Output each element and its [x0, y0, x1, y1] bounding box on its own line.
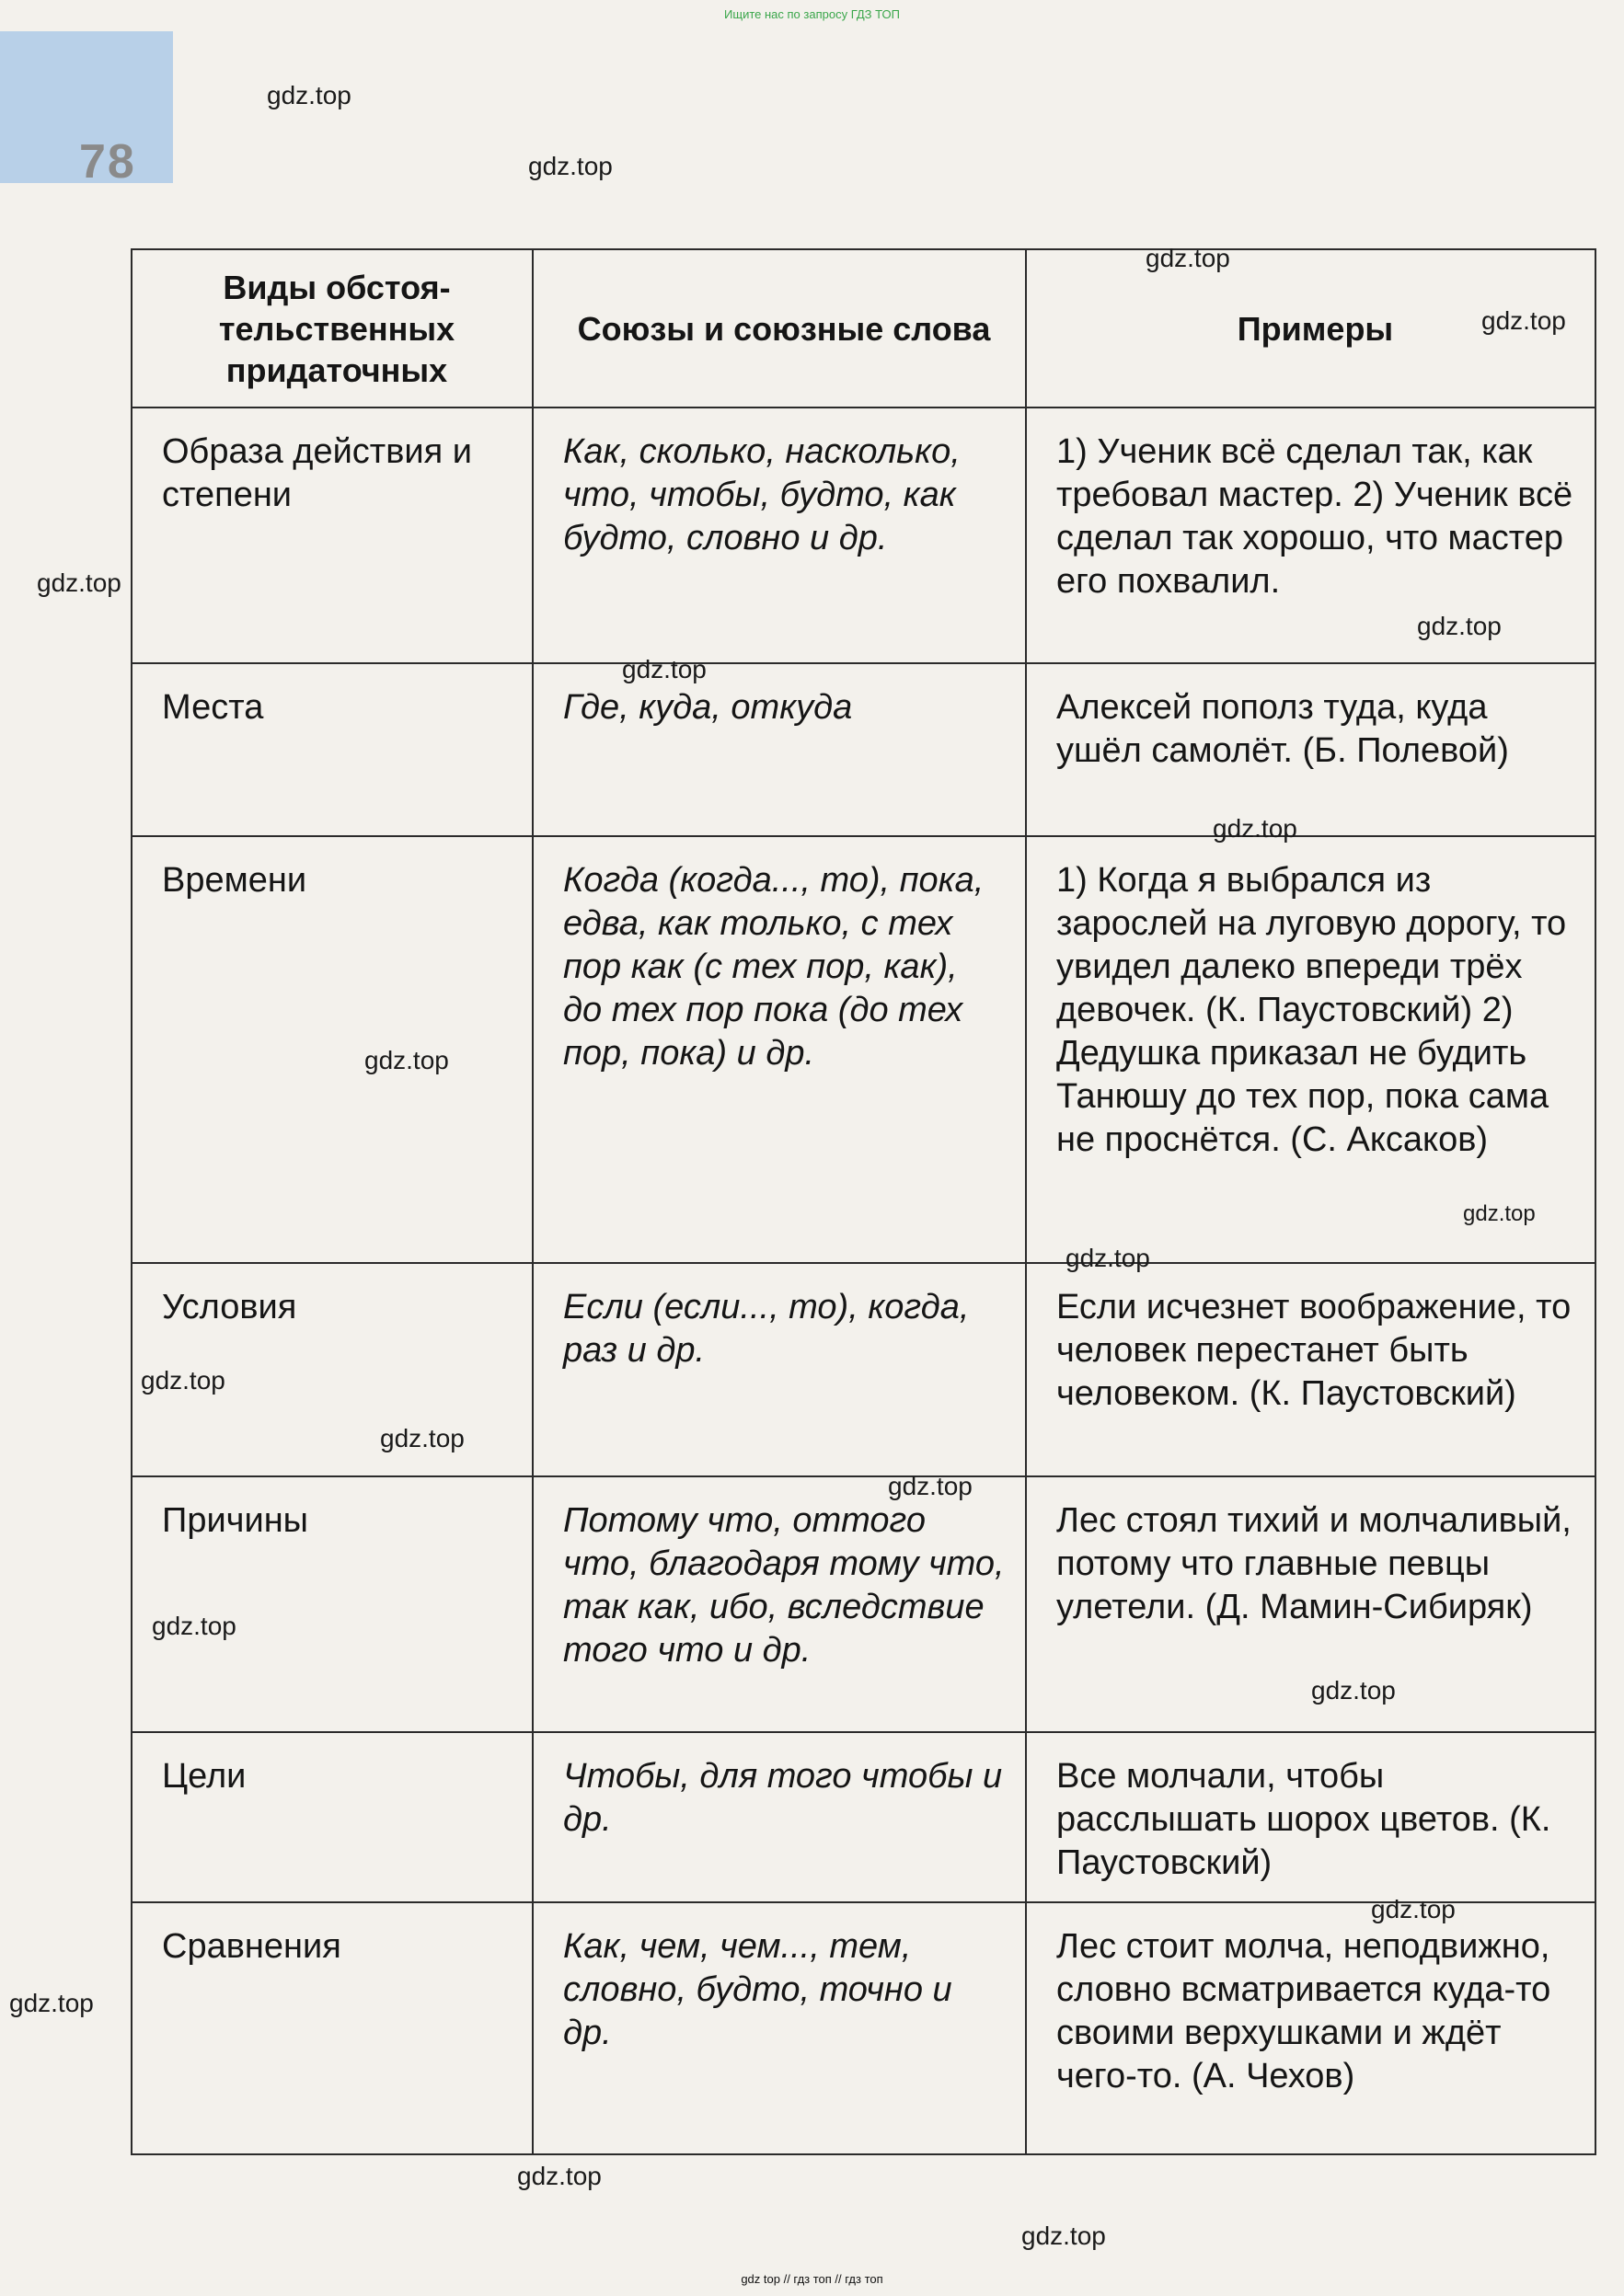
header-clause-types: Виды обстоя-тельственных придаточных	[132, 249, 533, 408]
conjunctions: Если (если..., то), когда, раз и др.	[533, 1263, 1026, 1476]
watermark: gdz.top	[1311, 1676, 1396, 1705]
table-row	[132, 408, 1595, 663]
watermark: gdz.top	[1021, 2221, 1106, 2250]
clause-type: Причины	[132, 1476, 533, 1732]
footer-line: gdz top // гдз топ // гдз топ	[741, 2272, 883, 2286]
table-row	[132, 1263, 1595, 1476]
example: Если исчезнет воображение, то человек перестанет быть человеком. (К. Паустовский)	[1026, 1263, 1595, 1476]
conjunctions: Где, куда, откуда	[533, 663, 1026, 836]
table-row	[132, 836, 1595, 1263]
conjunctions: Когда (когда..., то), пока, едва, как только, с тех пор как (с тех пор, как), до тех пор пока (до тех пор, пока) и др.	[533, 836, 1026, 1263]
watermark: gdz.top	[141, 1366, 225, 1395]
header-conjunctions: Союзы и союзные слова	[533, 249, 1026, 408]
table-row	[132, 663, 1595, 836]
watermark: gdz.top	[364, 1046, 449, 1074]
example: 1) Когда я выбрался из зарослей на луговую дорогу, то увидел далеко впереди трёх девочек. (К. Паустовский) 2) Дедушка приказал не будить Танюшу до тех пор, пока сама не проснётся. (С. Аксаков)	[1026, 836, 1595, 1263]
watermark: gdz.top	[1371, 1895, 1456, 1923]
example: Все молчали, чтобы расслышать шорох цветов. (К. Паустовский)	[1026, 1732, 1595, 1902]
watermark: gdz.top	[888, 1472, 973, 1500]
page-number: 78	[79, 135, 136, 189]
watermark: gdz.top	[380, 1424, 465, 1452]
watermark: gdz.top	[9, 1989, 94, 2017]
conjunctions: Потому что, оттого что, благодаря тому что, так как, ибо, вследствие того что и др.	[533, 1476, 1026, 1732]
table-header-row	[132, 249, 1595, 408]
watermark: gdz.top	[517, 2162, 602, 2190]
watermark: gdz.top	[1463, 1201, 1536, 1226]
watermark: gdz.top	[1146, 244, 1230, 272]
example: Лес стоит молча, неподвижно, словно всматривается куда-то своими верхушками и ждёт чего-то. (А. Чехов)	[1026, 1902, 1595, 2154]
watermark: gdz.top	[267, 81, 351, 109]
watermark: gdz.top	[1213, 814, 1297, 843]
top-banner: Ищите нас по запросу ГДЗ ТОП	[724, 7, 900, 21]
clause-types-table	[131, 248, 1596, 2155]
watermark: gdz.top	[622, 655, 707, 683]
clause-type: Образа действия и степени	[132, 408, 533, 663]
clause-type: Времени	[132, 836, 533, 1263]
conjunctions: Чтобы, для того чтобы и др.	[533, 1732, 1026, 1902]
table-row	[132, 1732, 1595, 1902]
watermark: gdz.top	[37, 568, 121, 597]
header-examples: Примеры	[1026, 249, 1595, 408]
table-row	[132, 1902, 1595, 2154]
watermark: gdz.top	[1417, 612, 1502, 640]
conjunctions: Как, сколько, насколько, что, чтобы, будто, как будто, словно и др.	[533, 408, 1026, 663]
watermark: gdz.top	[152, 1612, 236, 1640]
example: Алексей пополз туда, куда ушёл самолёт. (Б. Полевой)	[1026, 663, 1595, 836]
example: Лес стоял тихий и молчаливый, потому что главные певцы улетели. (Д. Мамин-Сибиряк)	[1026, 1476, 1595, 1732]
clause-type: Места	[132, 663, 533, 836]
clause-type: Сравнения	[132, 1902, 533, 2154]
watermark: gdz.top	[528, 152, 613, 180]
clause-type: Цели	[132, 1732, 533, 1902]
example: 1) Ученик всё сделал так, как требовал мастер. 2) Ученик всё сделал так хорошо, что мастер его похвалил.	[1026, 408, 1595, 663]
clause-type: Условия	[132, 1263, 533, 1476]
watermark: gdz.top	[1481, 306, 1566, 335]
conjunctions: Как, чем, чем..., тем, словно, будто, точно и др.	[533, 1902, 1026, 2154]
watermark: gdz.top	[1065, 1244, 1150, 1272]
